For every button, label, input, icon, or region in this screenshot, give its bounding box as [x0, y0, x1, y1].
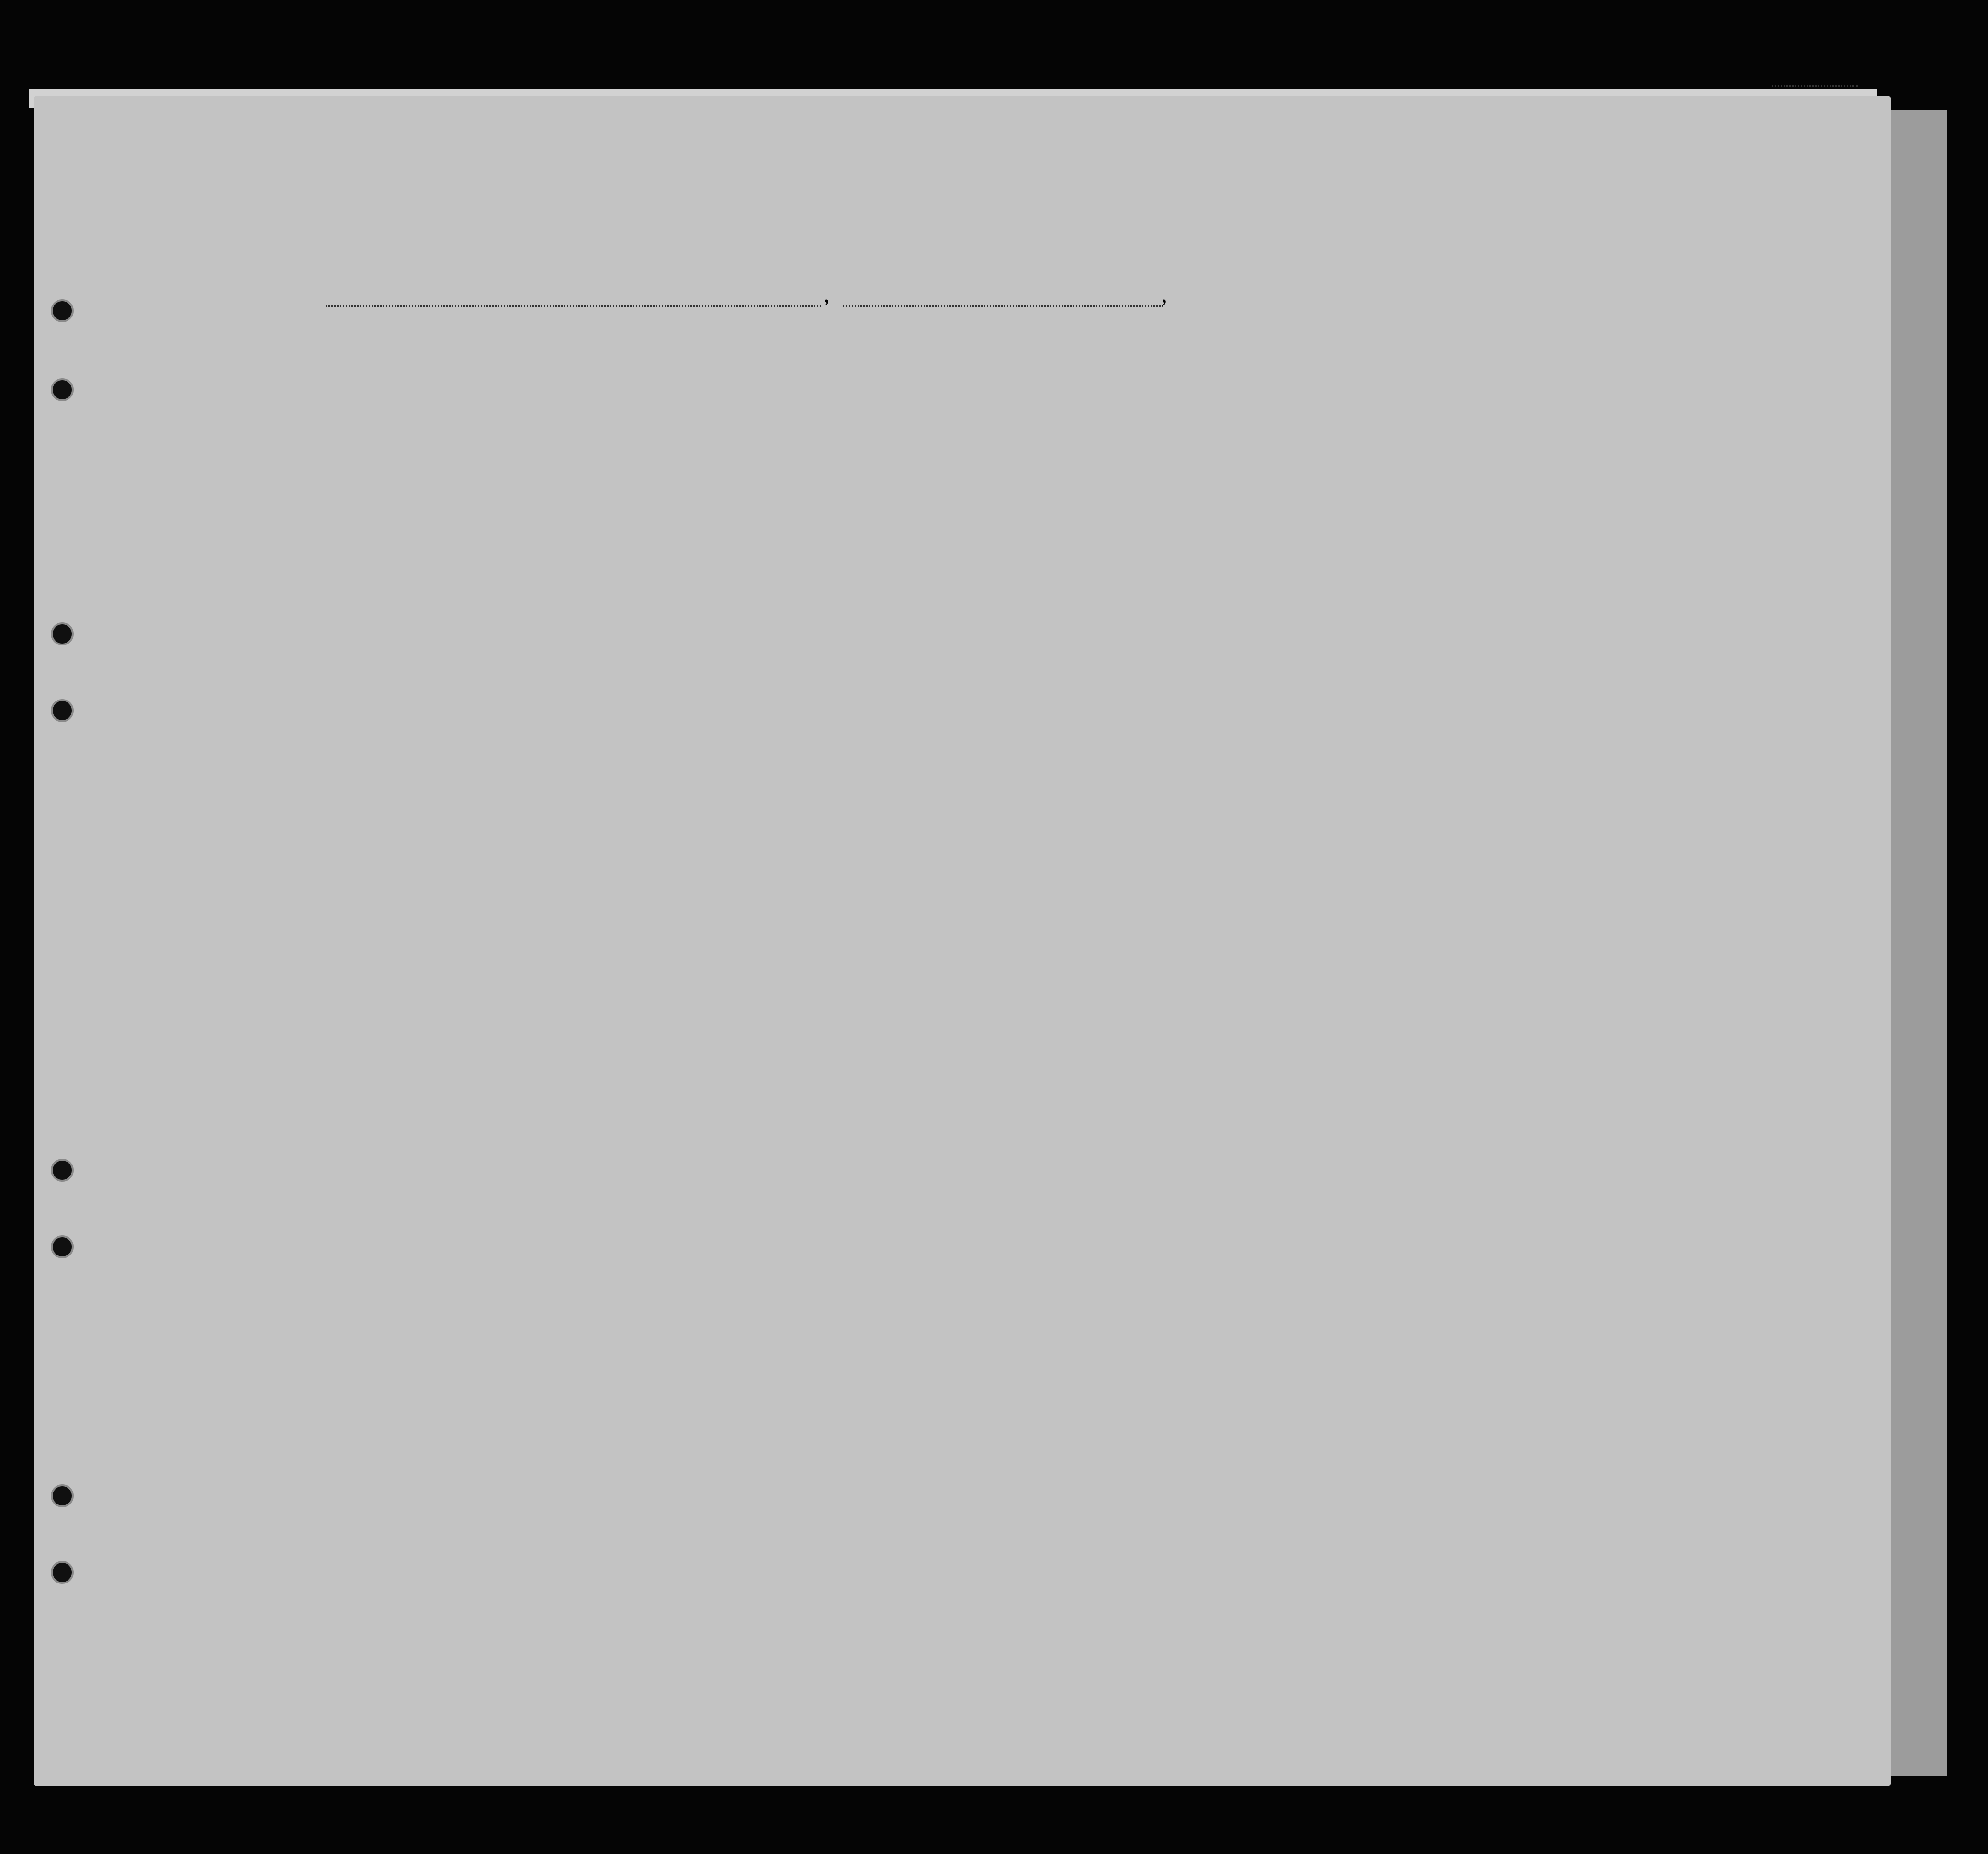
header-purpose-length: [1175, 393, 1195, 503]
header-money: [676, 364, 704, 503]
header-excluded: [1432, 364, 1448, 503]
header-ticket: [551, 364, 579, 498]
header-inches: [1623, 450, 1638, 493]
comma: ,: [824, 281, 830, 308]
header-arrested: [1458, 364, 1475, 503]
header-anarchist: [1317, 364, 1333, 498]
header-prison: [1247, 364, 1281, 503]
header-induced: [1396, 364, 1424, 503]
header-polygamist: [1293, 364, 1310, 498]
header-overthrow: [1341, 364, 1384, 503]
header-purpose-citizen: [1211, 393, 1231, 503]
comma: ,: [1161, 281, 1167, 308]
header-purpose-return: [1130, 393, 1156, 503]
header-feet: [1599, 460, 1614, 493]
